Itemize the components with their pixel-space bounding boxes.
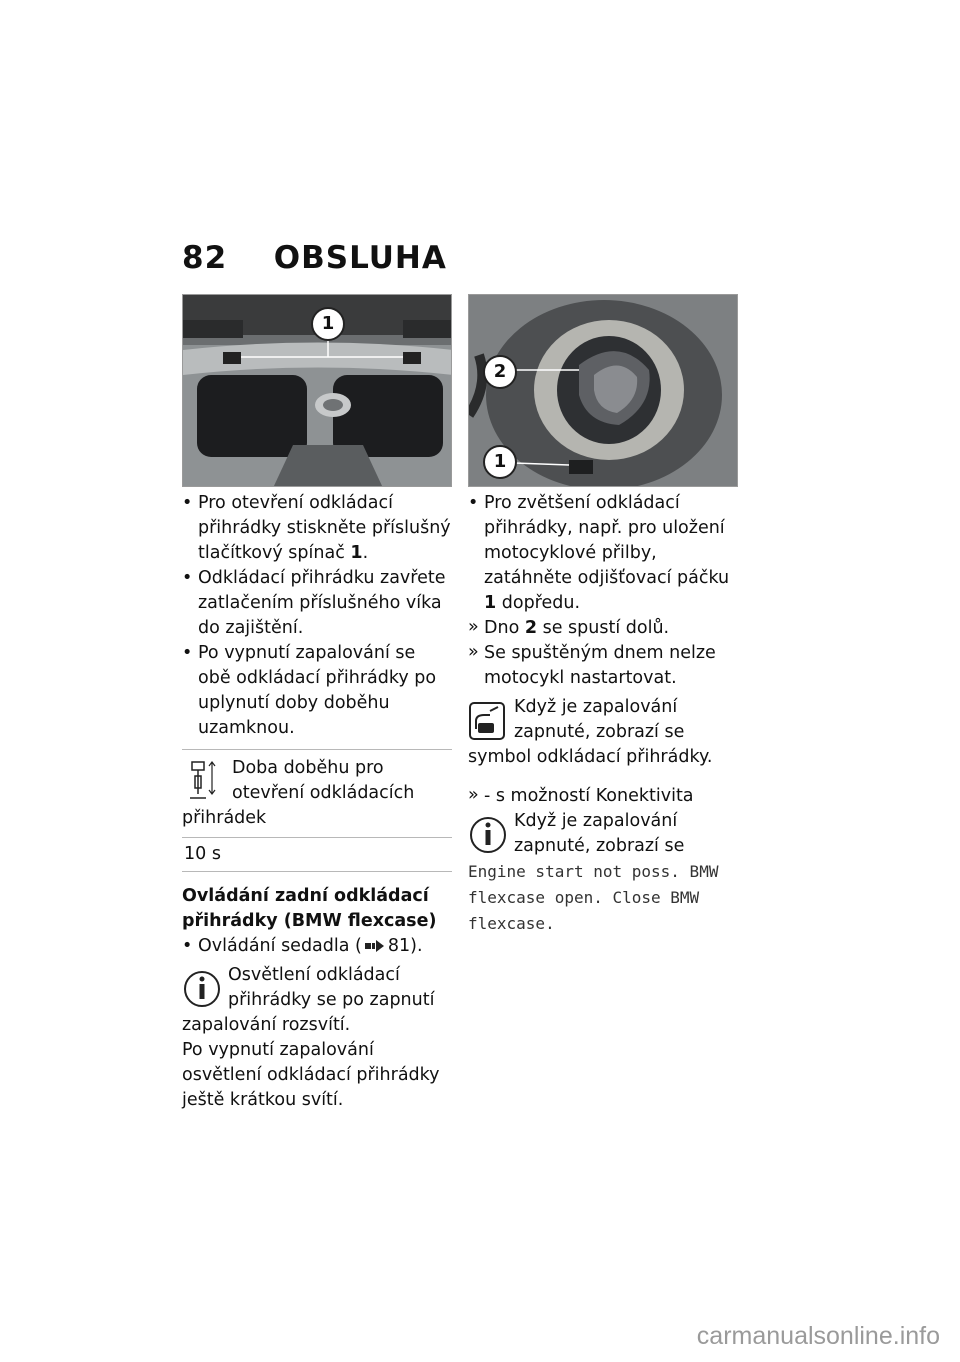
result-tail: se spustí dolů. <box>537 618 670 638</box>
instruction-list <box>468 491 738 691</box>
spec-table <box>182 749 452 872</box>
list-item <box>182 934 452 959</box>
symbol-note-text: Když je zapalování zapnuté, zobrazí se symbol odkládací přihrádky. <box>468 697 713 767</box>
section-title: Ovládání zadní odkládací přihrádky (BMW flexcase) <box>182 886 437 931</box>
page-reference: 81). <box>387 936 423 956</box>
symbol-note <box>468 695 738 770</box>
list-item <box>182 641 452 741</box>
info-icon <box>182 967 222 1011</box>
scooter-handlebar-photo <box>182 294 452 487</box>
bullet-text: Pro zvětšení odkládací přihrádky, např. pro uložení motocyklové přilby, zatáhněte odjišťovací páčku <box>484 493 730 588</box>
flexcase-symbol-icon <box>468 699 508 743</box>
connectivity-note-text: Když je zapalování zapnuté, zobrazí se <box>514 811 685 856</box>
page-reference-arrow-icon <box>365 940 385 952</box>
result-item <box>468 616 738 641</box>
bullet-ref: 1 <box>350 543 363 563</box>
list-item <box>468 491 738 616</box>
connectivity-info-note <box>468 809 738 937</box>
left-column <box>182 294 452 1113</box>
page-number: 82 <box>182 240 228 276</box>
bullet-text: Po vypnutí zapalování se obě odkládací přihrádky po uplynutí doby doběhu uzamknou. <box>198 643 437 738</box>
connectivity-list <box>468 784 738 809</box>
photo-callout-1: 1 <box>311 307 345 341</box>
bullet-tail: . <box>362 543 369 563</box>
result-item <box>468 784 738 809</box>
info-note <box>182 963 452 1113</box>
list-item <box>182 491 452 566</box>
result-text: - s možností Konektivita <box>484 786 694 806</box>
section-list <box>182 934 452 959</box>
right-column <box>468 294 738 937</box>
timer-spec-icon <box>186 758 222 802</box>
result-item <box>468 641 738 691</box>
result-text: Se spuštěným dnem nelze motocykl nastartovat. <box>484 643 716 688</box>
scooter-seat-compartment-photo <box>468 294 738 487</box>
page-header <box>182 240 447 276</box>
photo-callout-2: 2 <box>483 355 517 389</box>
list-item <box>182 566 452 641</box>
info-text-continued: Po vypnutí zapalování osvětlení odkládací přihrádky ještě krátkou svítí. <box>182 1040 440 1110</box>
spec-value: 10 s <box>184 844 221 864</box>
bullet-tail: dopředu. <box>496 593 581 613</box>
bullet-ref: 1 <box>484 593 497 613</box>
bullet-text: Ovládání sedadla ( <box>198 936 362 956</box>
result-text: Dno <box>484 618 525 638</box>
watermark: carmanualsonline.info <box>696 1322 940 1350</box>
info-icon <box>468 813 508 857</box>
bullet-text: Pro otevření odkládací přihrádky stiskněte příslušný tlačítkový spínač <box>198 493 451 563</box>
spec-row-label <box>182 750 452 838</box>
instruction-list <box>182 491 452 741</box>
bullet-text: Odkládací přihrádku zavřete zatlačením příslušného víka do zajištění. <box>198 568 446 638</box>
photo-callout-1: 1 <box>483 445 517 479</box>
info-text: Osvětlení odkládací přihrádky se po zapnutí zapalování rozsvítí. <box>182 965 435 1035</box>
display-message: Engine start not poss. BMW flexcase open. Close BMW flexcase. <box>468 862 719 933</box>
result-ref: 2 <box>524 618 538 638</box>
spec-label: Doba doběhu pro otevření odkládacích přihrádek <box>182 758 415 828</box>
chapter-title: OBSLUHA <box>273 240 447 276</box>
